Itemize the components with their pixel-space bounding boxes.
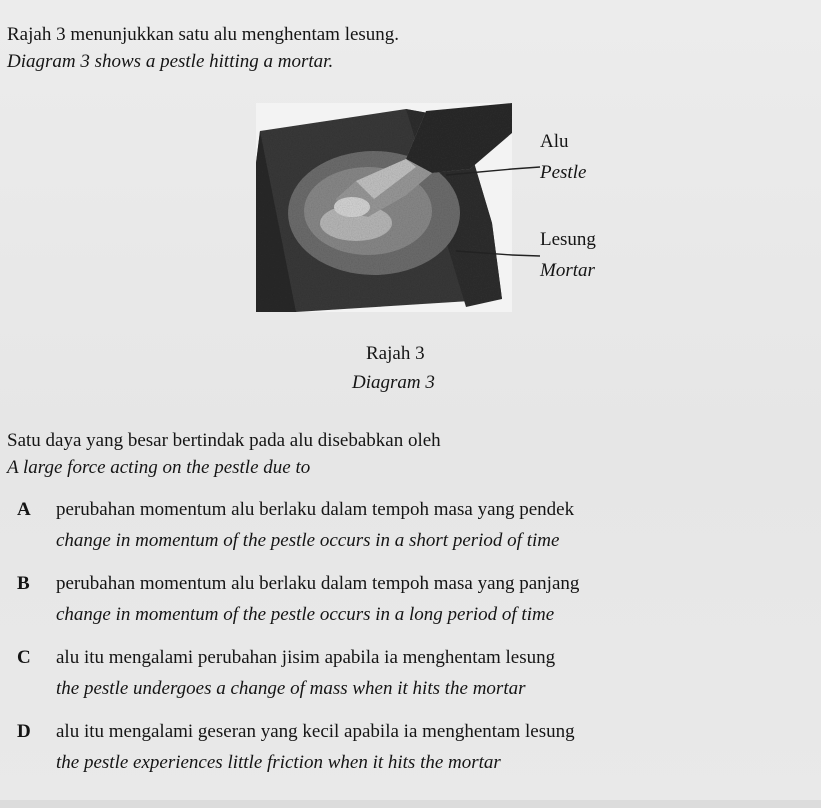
pestle-mortar-photo xyxy=(256,103,512,312)
label-alu: Alu xyxy=(540,131,569,152)
option-a-english[interactable]: change in momentum of the pestle occurs in a short period of time xyxy=(56,530,560,551)
option-b-english[interactable]: change in momentum of the pestle occurs in a long period of time xyxy=(56,604,555,625)
callout-lines xyxy=(512,160,542,260)
label-lesung: Lesung xyxy=(540,229,596,250)
intro-english: Diagram 3 shows a pestle hitting a mortar. xyxy=(7,51,334,72)
option-b-malay[interactable]: perubahan momentum alu berlaku dalam tempoh masa yang panjang xyxy=(56,573,580,594)
question-english: A large force acting on the pestle due to xyxy=(7,457,311,478)
option-d-letter[interactable]: D xyxy=(17,721,31,742)
option-b-letter[interactable]: B xyxy=(17,573,30,594)
option-d-malay[interactable]: alu itu mengalami geseran yang kecil apabila ia menghentam lesung xyxy=(56,721,575,742)
option-c-english[interactable]: the pestle undergoes a change of mass when it hits the mortar xyxy=(56,678,526,699)
figure-caption-malay: Rajah 3 xyxy=(366,343,425,364)
option-a-malay[interactable]: perubahan momentum alu berlaku dalam tempoh masa yang pendek xyxy=(56,499,575,520)
label-mortar: Mortar xyxy=(540,260,595,281)
option-c-malay[interactable]: alu itu mengalami perubahan jisim apabila ia menghentam lesung xyxy=(56,647,556,668)
label-pestle: Pestle xyxy=(540,162,587,183)
option-c-letter[interactable]: C xyxy=(17,647,31,668)
page-bottom-edge xyxy=(0,800,821,808)
intro-malay: Rajah 3 menunjukkan satu alu menghentam lesung. xyxy=(7,24,400,45)
option-a-letter[interactable]: A xyxy=(17,499,31,520)
question-malay: Satu daya yang besar bertindak pada alu disebabkan oleh xyxy=(7,430,441,451)
figure-caption-english: Diagram 3 xyxy=(352,372,435,393)
option-d-english[interactable]: the pestle experiences little friction when it hits the mortar xyxy=(56,752,501,773)
